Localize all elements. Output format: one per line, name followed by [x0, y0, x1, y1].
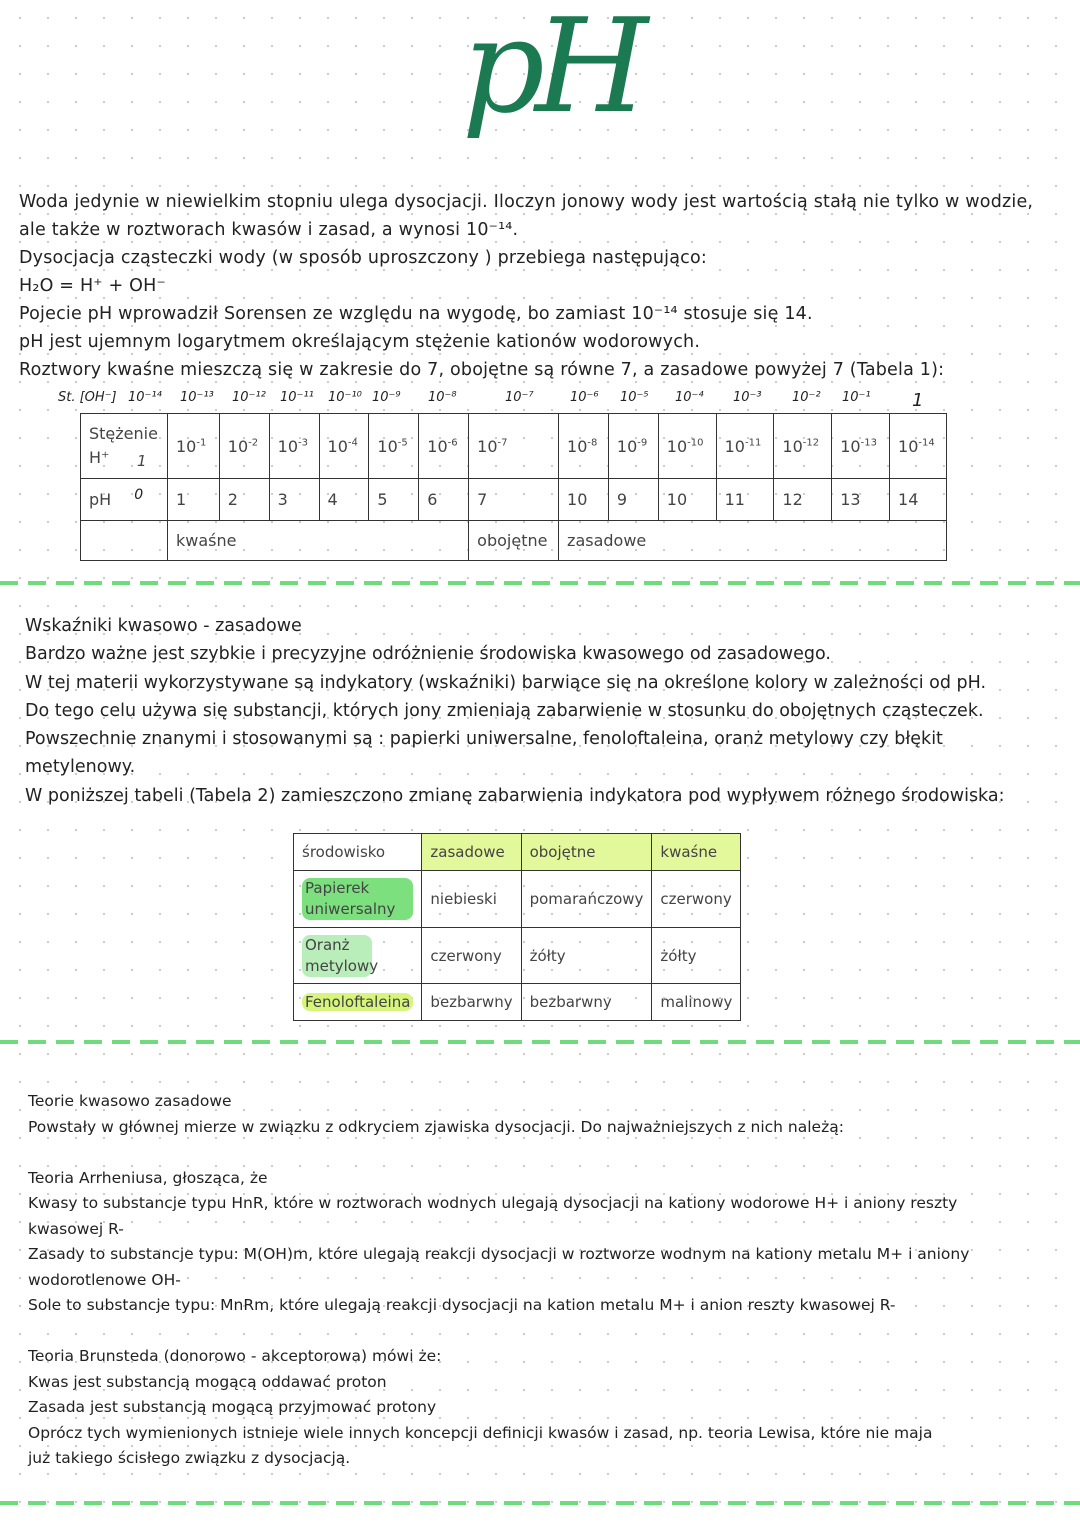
cell: niebieski	[422, 871, 521, 928]
cell: 3	[269, 479, 319, 521]
cell: 14	[890, 479, 947, 521]
ph-table	[80, 413, 947, 561]
cell: $10^{-10}$	[658, 414, 716, 479]
exp: -6	[447, 437, 458, 449]
cell: $10^{-11}$	[716, 414, 774, 479]
category-row	[81, 521, 947, 561]
indicator-table	[293, 833, 741, 1021]
header-cell: zasadowe	[422, 834, 521, 871]
exp: -5	[397, 437, 408, 449]
text-line: Oprócz tych wymienionych istnieje wiele innych koncepcji definicji kwasów i zasad, np. teoria Lewisa, które nie maja	[28, 1423, 933, 1442]
cell: $10^{-9}$	[608, 414, 658, 479]
header-cell: obojętne	[521, 834, 652, 871]
oh-value: 10⁻³	[733, 390, 762, 405]
cell: pomarańczowy	[521, 871, 652, 928]
text-line: Woda jedynie w niewielkim stopniu ulega dysocjacji. Iloczyn jonowy wody jest wartością stałą nie tylko w wodzie,	[19, 192, 1034, 212]
exp: -14	[918, 437, 935, 449]
indicator-label: Papierek uniwersalny	[302, 878, 413, 920]
category-neutral: obojętne	[469, 521, 559, 561]
cell: bezbarwny	[422, 984, 521, 1021]
text-line: Pojecie pH wprowadził Sorensen ze względu na wygodę, bo zamiast 10⁻¹⁴ stosuje się 14.	[19, 304, 813, 324]
text-line: Powszechnie znanymi i stosowanymi są : papierki uniwersalne, fenoloftaleina, oranż metylowy czy błękit	[25, 729, 943, 750]
cell: $10^{-12}$	[774, 414, 832, 479]
cell: $10^{-7}$	[469, 414, 559, 479]
oh-value: 1	[912, 390, 924, 411]
section-ph-intro	[19, 188, 1069, 384]
cell: malinowy	[652, 984, 741, 1021]
handwritten-note: 1	[137, 452, 147, 470]
handwritten-note: 0	[134, 487, 144, 503]
text-line: Powstały w głównej mierze w związku z odkryciem zjawiska dysocjacji. Do najważniejszych z nich należą:	[28, 1117, 844, 1136]
category-basic: zasadowe	[559, 521, 947, 561]
exp: -10	[687, 437, 704, 449]
text-line: kwasowej R-	[28, 1219, 124, 1238]
cell: 7	[469, 479, 559, 521]
text-line: H₂O = H⁺ + OH⁻	[19, 276, 166, 296]
text-line: pH jest ujemnym logarytmem określającym stężenie kationów wodorowych.	[19, 332, 701, 352]
ph-label: pH	[89, 490, 112, 509]
cell: 13	[832, 479, 890, 521]
indicator-label: Oranż metylowy	[302, 935, 372, 977]
section-heading: Teorie kwasowo zasadowe	[28, 1092, 232, 1110]
cell: 1	[168, 479, 220, 521]
oh-value: 10⁻⁸	[428, 390, 457, 405]
exp: -13	[860, 437, 877, 449]
ph-row	[81, 479, 947, 521]
oh-annotation	[0, 390, 1080, 414]
divider	[0, 581, 1080, 585]
text-line: wodorotlenowe OH-	[28, 1270, 181, 1289]
cell: 5	[369, 479, 419, 521]
text-line: Kwas jest substancją mogącą oddawać proton	[28, 1372, 387, 1391]
cell: $10^{-14}$	[890, 414, 947, 479]
exp: -7	[497, 437, 508, 449]
cell: 10	[559, 479, 609, 521]
exp: -12	[802, 437, 820, 449]
exp: -3	[298, 437, 309, 449]
exp: -4	[347, 437, 358, 449]
blank-line	[28, 1319, 1078, 1345]
blank-line	[28, 1140, 1078, 1166]
cell: 12	[774, 479, 832, 521]
divider	[0, 1040, 1080, 1044]
oh-value: 10⁻²	[792, 390, 821, 405]
oh-value: 10⁻¹¹	[280, 390, 314, 405]
text-line: Zasada jest substancją mogącą przyjmować protony	[28, 1398, 437, 1416]
section-heading: Wskaźniki kwasowo - zasadowe	[25, 616, 302, 636]
text-line: ale także w roztworach kwasów i zasad, a wynosi 10⁻¹⁴.	[19, 220, 519, 240]
table-row	[294, 871, 741, 928]
oh-value: 10⁻¹²	[232, 390, 266, 405]
exp: -9	[637, 437, 648, 449]
exp: -11	[744, 437, 762, 449]
page-title: pH	[461, 0, 639, 142]
exp: -2	[248, 437, 259, 449]
h-label: Stężenie H⁺	[89, 424, 158, 467]
cell: bezbarwny	[521, 984, 652, 1021]
cell: $10^{-6}$	[419, 414, 469, 479]
cell	[81, 521, 168, 561]
cell: $10^{-13}$	[832, 414, 890, 479]
cell: $10^{-4}$	[319, 414, 369, 479]
cell: żółty	[521, 928, 652, 984]
header-cell: środowisko	[294, 834, 422, 871]
cell: 6	[419, 479, 469, 521]
cell: $10^{-2}$	[219, 414, 269, 479]
text-line: W tej materii wykorzystywane są indykatory (wskaźniki) barwiące się na określone kolory w zależności od pH.	[25, 672, 987, 693]
divider	[0, 1501, 1080, 1505]
text-line: już takiego ścisłego związku z dysocjacją.	[28, 1449, 351, 1467]
oh-value: 10⁻¹³	[180, 390, 214, 405]
cell: 2	[219, 479, 269, 521]
text-line: Zasady to substancje typu: M(OH)m, które ulegają reakcji dysocjacji w roztworze wodnym na kationy metalu M+ i aniony	[28, 1245, 970, 1263]
indicator-name	[294, 928, 422, 984]
cell: $10^{-5}$	[369, 414, 419, 479]
text-line: Teoria Arrheniusa, głosząca, że	[28, 1168, 268, 1187]
header-row	[294, 834, 741, 871]
cell: $10^{-1}$	[168, 414, 220, 479]
row-label	[81, 479, 168, 521]
oh-value: 10⁻⁴	[675, 390, 704, 405]
oh-value: 10⁻¹⁰	[328, 390, 362, 405]
oh-value: 10⁻⁵	[620, 390, 649, 405]
oh-label: St. [OH⁻]	[58, 390, 117, 405]
oh-value: 10⁻⁹	[372, 390, 401, 405]
cell: czerwony	[422, 928, 521, 984]
oh-value: 10⁻⁷	[505, 390, 534, 405]
text-line: Teoria Brunsteda (donorowo - akceptorowa) mówi że:	[28, 1347, 442, 1365]
text-line: Do tego celu używa się substancji, których jony zmieniają zabarwienie w stosunku do obojętnych cząsteczek.	[25, 700, 984, 721]
cell: $10^{-3}$	[269, 414, 319, 479]
section-indicators	[25, 612, 1075, 810]
exp: -8	[587, 437, 598, 449]
oh-value: 10⁻⁶	[570, 390, 599, 405]
text-line: Kwasy to substancje typu HnR, które w roztworach wodnych ulegają dysocjacji na kationy wodorowe H+ i aniony reszty	[28, 1194, 958, 1212]
indicator-name	[294, 871, 422, 928]
cell: $10^{-8}$	[559, 414, 609, 479]
cell: 11	[716, 479, 774, 521]
header-cell: kwaśne	[652, 834, 741, 871]
cell: żółty	[652, 928, 741, 984]
text-line: Sole to substancje typu: MnRm, które ulegają reakcji dysocjacji na kation metalu M+ i anion reszty kwasowej R-	[28, 1296, 896, 1314]
text-line: metylenowy.	[25, 757, 136, 778]
text-line: W poniższej tabeli (Tabela 2) zamieszczono zmianę zabarwienia indykatora pod wypływem różnego środowiska:	[25, 785, 1005, 806]
category-acidic: kwaśne	[168, 521, 469, 561]
text-line: Bardzo ważne jest szybkie i precyzyjne odróżnienie środowiska kwasowego od zasadowego.	[25, 644, 831, 665]
cell: czerwony	[652, 871, 741, 928]
table-row	[294, 928, 741, 984]
cell: 9	[608, 479, 658, 521]
table-row	[294, 984, 741, 1021]
row-label	[81, 414, 168, 479]
cell: 10	[658, 479, 716, 521]
h-concentration-row	[81, 414, 947, 479]
oh-value: 10⁻¹⁴	[128, 390, 162, 405]
section-theories	[28, 1089, 1078, 1472]
cell: 4	[319, 479, 369, 521]
exp: -1	[196, 437, 207, 449]
indicator-name	[294, 984, 422, 1021]
text-line: Roztwory kwaśne mieszczą się w zakresie do 7, obojętne są równe 7, a zasadowe powyżej 7 (Tabela 1):	[19, 360, 945, 380]
text-line: Dysocjacja cząsteczki wody (w sposób uproszczony ) przebiega następująco:	[19, 248, 707, 268]
indicator-label: Fenoloftaleina	[302, 993, 413, 1011]
oh-value: 10⁻¹	[842, 390, 871, 405]
